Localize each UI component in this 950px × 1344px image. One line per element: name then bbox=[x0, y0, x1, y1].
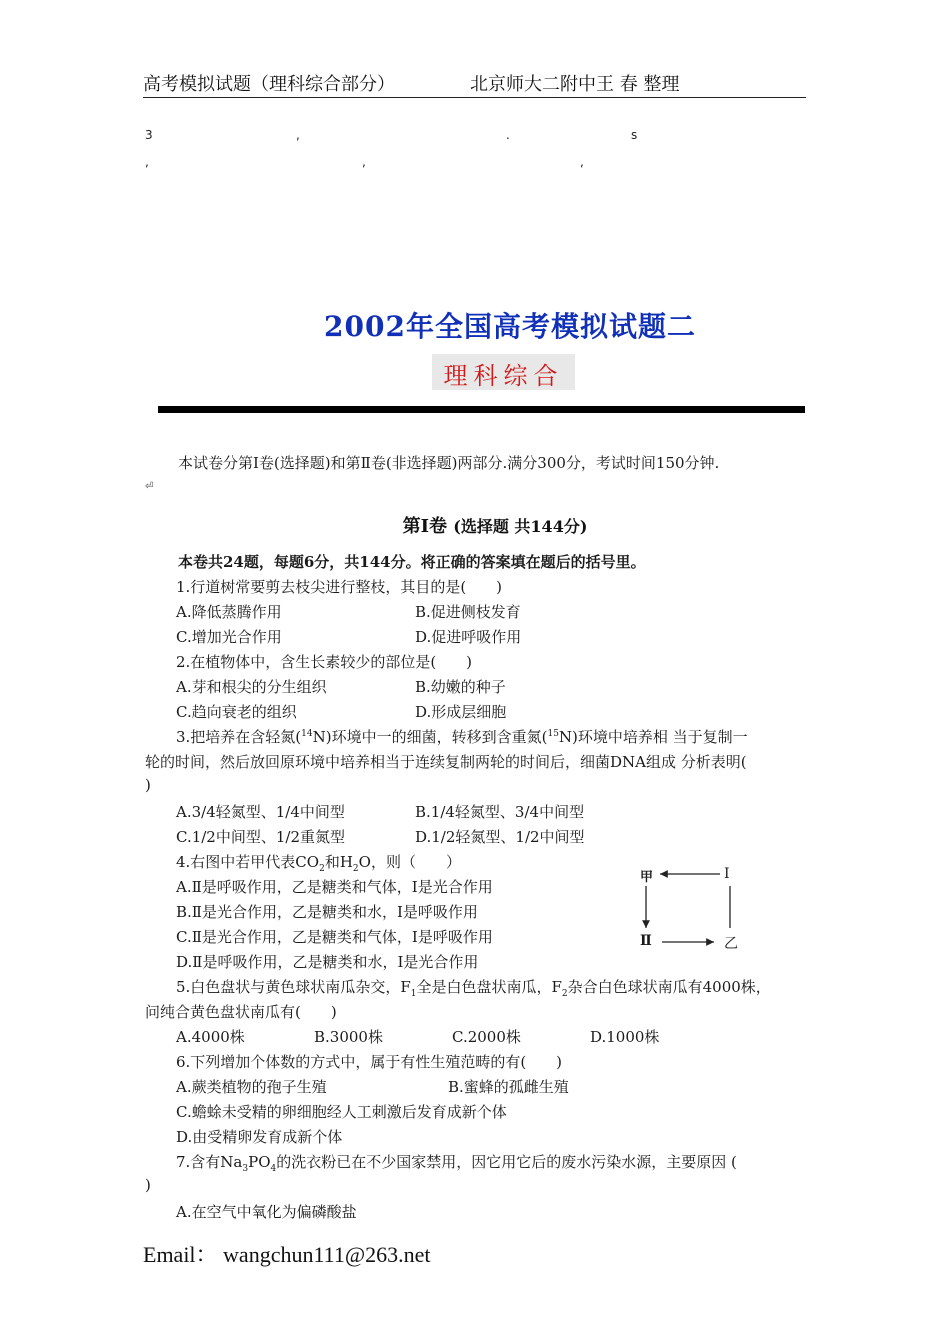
q3-text: 3.把培养在含轻氮( bbox=[176, 728, 302, 746]
cycle-diagram bbox=[636, 866, 746, 956]
q5-option-a: A.4000株 bbox=[176, 1028, 245, 1046]
q5-option-b: B.3000株 bbox=[314, 1028, 383, 1046]
q4-text: 4.右图中若甲代表CO bbox=[176, 853, 320, 871]
q7-line1 bbox=[176, 1151, 737, 1174]
diagram-label-one: Ⅰ bbox=[724, 866, 730, 882]
q5-text: 全是白色盘状南瓜，F bbox=[416, 978, 562, 996]
q3-line3: ) bbox=[145, 776, 151, 794]
q7-text: PO bbox=[248, 1153, 271, 1171]
fragment: , bbox=[362, 155, 366, 169]
fragment: . bbox=[506, 128, 510, 142]
q6-stem: 6.下列增加个体数的方式中，属于有性生殖范畴的有( ) bbox=[176, 1053, 563, 1071]
fragment: , bbox=[145, 155, 149, 169]
q2-option-b: B.幼嫩的种子 bbox=[415, 678, 506, 696]
section-paren: (选择题 共144分) bbox=[453, 517, 588, 536]
q4-text: 和H bbox=[324, 853, 353, 871]
q3-option-d: D.1/2轻氮型、1/2中间型 bbox=[415, 828, 585, 846]
header-rule bbox=[143, 97, 806, 98]
q5-option-d: D.1000株 bbox=[590, 1028, 660, 1046]
q5-text: 5.白色盘状与黄色球状南瓜杂交，F bbox=[176, 978, 411, 996]
q2-option-d: D.形成层细胞 bbox=[415, 703, 507, 721]
q3-option-a: A.3/4轻氮型、1/4中间型 bbox=[176, 803, 345, 821]
footer-email: Email： wangchun111@263.net bbox=[143, 1242, 431, 1267]
title-rule bbox=[158, 406, 805, 413]
section-title: 第Ⅰ卷 bbox=[402, 516, 447, 537]
fragment: , bbox=[580, 155, 584, 169]
q4-sub: 2 bbox=[319, 864, 325, 874]
diagram-label-yi: 乙 bbox=[724, 936, 738, 952]
q4-option-b: B.Ⅱ是光合作用，乙是糖类和水，Ⅰ是呼吸作用 bbox=[176, 903, 478, 921]
q1-option-c: C.增加光合作用 bbox=[176, 628, 282, 646]
q7-sub: 4 bbox=[270, 1164, 277, 1174]
q7-text: 的洗衣粉已在不少国家禁用，因它用它后的废水污染水源，主要原因 ( bbox=[276, 1153, 737, 1171]
fragment: s bbox=[631, 128, 638, 142]
q1-option-b: B.促进侧枝发育 bbox=[415, 603, 521, 621]
q7-option-a: A.在空气中氧化为偏磷酸盐 bbox=[176, 1203, 357, 1221]
q3-sup: 15 bbox=[547, 729, 559, 739]
q4-sub: 2 bbox=[352, 864, 359, 874]
paragraph-mark: ⏎ bbox=[145, 481, 154, 492]
q3-line2: 轮的时间，然后放回原环境中培养相当于连续复制两轮的时间后，细菌DNA组成 分析表明( bbox=[145, 753, 747, 771]
q4-option-c: C.Ⅱ是光合作用，乙是糖类和气体，Ⅰ是呼吸作用 bbox=[176, 928, 493, 946]
section-heading bbox=[0, 512, 950, 538]
q5-option-c: C.2000株 bbox=[452, 1028, 521, 1046]
q1-stem: 1.行道树常要剪去枝尖进行整枝，其目的是( ) bbox=[176, 578, 503, 596]
q7-text: 7.含有Na bbox=[176, 1153, 243, 1171]
q3-text: N)环境中培养相 当于复制一 bbox=[558, 728, 748, 746]
q3-option-b: B.1/4轻氮型、3/4中间型 bbox=[415, 803, 585, 821]
diagram-label-two: Ⅱ bbox=[640, 933, 652, 949]
header-right: 北京师大二附中王 春 整理 bbox=[470, 74, 680, 95]
intro-text: 本试卷分第Ⅰ卷(选择题)和第Ⅱ卷(非选择题)两部分.满分300分，考试时间150分钟. bbox=[178, 454, 720, 472]
q6-option-c: C.蟾蜍未受精的卵细胞经人工刺激后发育成新个体 bbox=[176, 1103, 507, 1121]
diagram-label-jia: 甲 bbox=[640, 870, 654, 885]
q6-option-a: A.蕨类植物的孢子生殖 bbox=[176, 1078, 327, 1096]
q2-option-c: C.趋向衰老的组织 bbox=[176, 703, 297, 721]
q2-option-a: A.芽和根尖的分生组织 bbox=[176, 678, 327, 696]
q7-line2: ) bbox=[145, 1176, 151, 1194]
q6-option-b: B.蜜蜂的孤雌生殖 bbox=[448, 1078, 569, 1096]
q3-sup: 14 bbox=[301, 729, 313, 739]
q3-option-c: C.1/2中间型、1/2重氮型 bbox=[176, 828, 345, 846]
q3-line1 bbox=[176, 726, 748, 747]
q7-sub: 3 bbox=[242, 1164, 249, 1174]
q4-option-d: D.Ⅱ是呼吸作用，乙是糖类和水，Ⅰ是光合作用 bbox=[176, 953, 479, 971]
q2-stem: 2.在植物体中，含生长素较少的部位是( ) bbox=[176, 653, 473, 671]
q4-option-a: A.Ⅱ是呼吸作用，乙是糖类和气体，Ⅰ是光合作用 bbox=[176, 878, 493, 896]
q4-text: O，则（ ） bbox=[358, 853, 461, 871]
q5-line2: 问纯合黄色盘状南瓜有( ) bbox=[145, 1003, 337, 1021]
q5-text: 杂合白色球状南瓜有4000株， bbox=[567, 978, 771, 996]
q1-option-d: D.促进呼吸作用 bbox=[415, 628, 522, 646]
q5-line1 bbox=[176, 976, 771, 999]
q1-option-a: A.降低蒸腾作用 bbox=[176, 603, 282, 621]
fragment: , bbox=[296, 128, 300, 142]
header-left: 高考模拟试题（理科综合部分） bbox=[143, 74, 395, 95]
fragment: 3 bbox=[145, 128, 153, 142]
q5-sub: 1 bbox=[410, 989, 417, 999]
q5-sub: 2 bbox=[561, 989, 568, 999]
instructions: 本卷共24题，每题6分，共144分。将正确的答案填在题后的括号里。 bbox=[178, 553, 646, 571]
q6-option-d: D.由受精卵发育成新个体 bbox=[176, 1128, 343, 1146]
page-title: 2002年全国高考模拟试题二 bbox=[324, 310, 696, 343]
q4-stem bbox=[176, 851, 461, 874]
page-subtitle: 理科综合 bbox=[443, 362, 564, 390]
q3-text: N)环境中一的细菌，转移到含重氮( bbox=[312, 728, 548, 746]
